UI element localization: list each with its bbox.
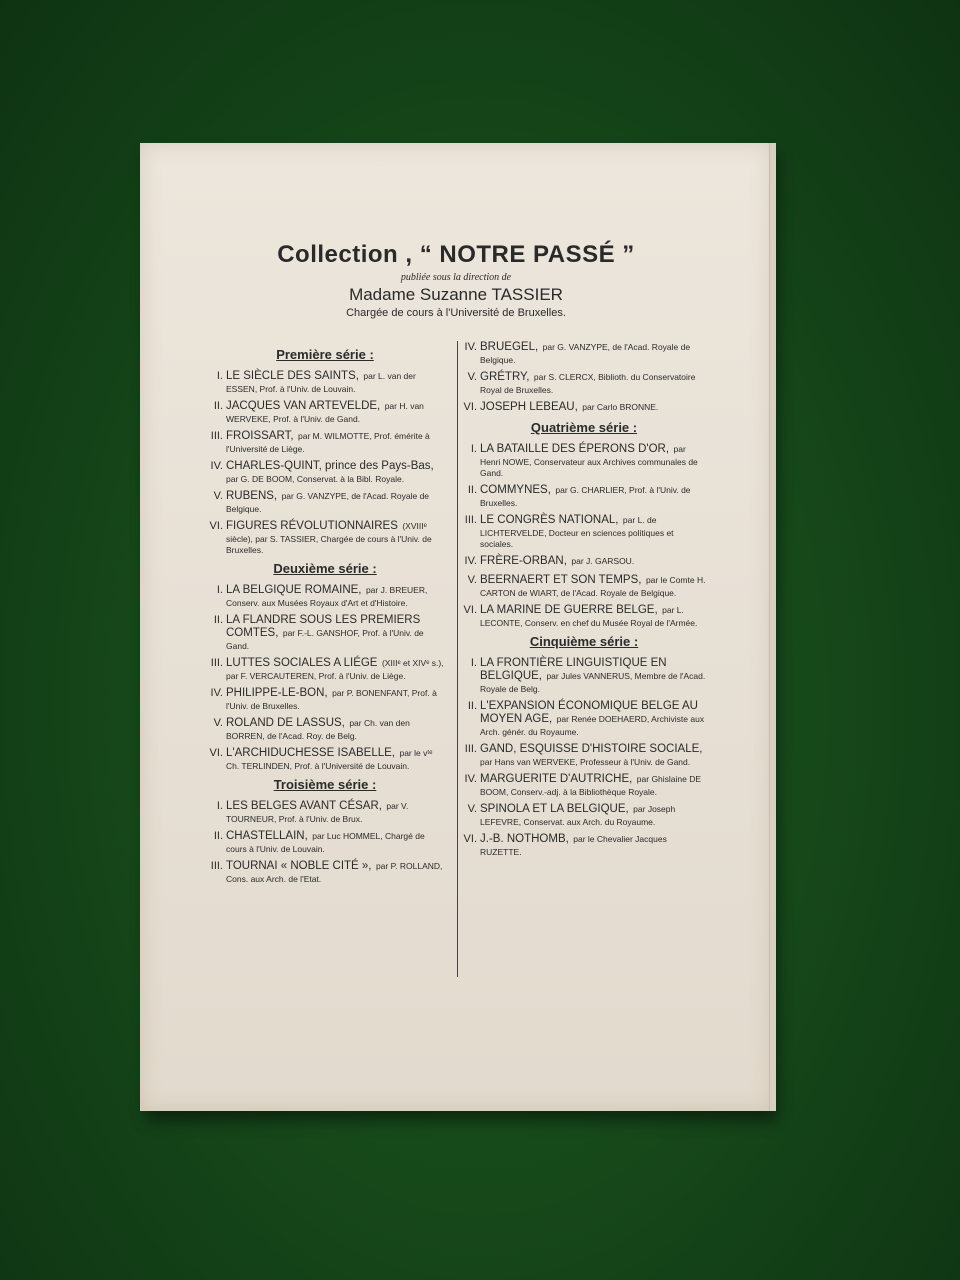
entry-number: I. <box>470 657 477 669</box>
entry-author: par Jules VANNERUS, Membre de l'Acad. Royale de Belg. <box>480 671 706 694</box>
entry-number: VI. <box>463 401 477 413</box>
entry-number: IV. <box>210 687 223 699</box>
entry-author: par H. van WERVEKE, Prof. à l'Univ. de Gand. <box>226 401 424 424</box>
entry-author: (XIIIᵉ et XIVᵉ s.), par F. VERCAUTEREN, Prof. à l'Univ. de Liège. <box>226 658 444 681</box>
entry-number: V. <box>467 803 477 815</box>
entry-number: II. <box>467 700 477 712</box>
entry-title: PHILIPPE-LE-BON, <box>226 687 328 699</box>
series-heading: Première série : <box>276 347 374 362</box>
entry-number: II. <box>213 400 223 412</box>
entry-number: IV. <box>464 341 477 353</box>
entry-title: TOURNAI « NOBLE CITÉ », <box>226 860 372 872</box>
entry-title: SPINOLA ET LA BELGIQUE, <box>480 803 629 815</box>
entry-author: par F.-L. GANSHOF, Prof. à l'Univ. de Gand. <box>226 628 424 651</box>
series-heading: Cinquième série : <box>529 634 639 649</box>
entry-author: par Hans van WERVEKE, Professeur à l'Univ. de Gand. <box>480 757 691 767</box>
entry-number: I. <box>216 800 223 812</box>
entry-title: GRÉTRY, <box>480 371 530 383</box>
list-item <box>206 520 444 555</box>
entry-number: III. <box>464 743 477 755</box>
entry-author: par le Chevalier Jacques RUZETTE. <box>480 834 667 857</box>
entry-number: VI. <box>463 833 477 845</box>
series-heading: Troisième série : <box>273 777 377 792</box>
list-item <box>460 341 708 365</box>
entry-title: CHARLES-QUINT, prince des Pays-Bas, <box>226 460 434 472</box>
entry-title: FIGURES RÉVOLUTIONNAIRES <box>226 520 398 532</box>
entry-title: JOSEPH LEBEAU, <box>480 401 578 413</box>
list-item <box>206 657 444 681</box>
collection-title: Collection , “ NOTRE PASSÉ ” <box>277 241 635 268</box>
list-item <box>206 747 444 771</box>
entry-title: LA BATAILLE DES ÉPERONS D'OR, <box>480 443 670 455</box>
entry-number: VI. <box>463 604 477 616</box>
entry-number: VI. <box>209 520 223 532</box>
entry-number: I. <box>470 443 477 455</box>
entry-title: J.-B. NOTHOMB, <box>480 833 569 845</box>
entry-author: par le vᵗᵉ Ch. TERLINDEN, Prof. à l'Université de Louvain. <box>226 748 433 771</box>
list-item <box>206 614 444 651</box>
entry-author: par M. WILMOTTE, Prof. émérite à l'Université de Liège. <box>226 431 430 454</box>
entry-author: par le Comte H. CARTON de WIART, de l'Acad. Royale de Belgique. <box>480 575 706 598</box>
entry-title: LA FRONTIÈRE LINGUISTIQUE EN BELGIQUE, <box>480 657 667 682</box>
list-item <box>460 484 708 508</box>
list-item <box>206 800 444 824</box>
entry-number: I. <box>216 584 223 596</box>
cover-header <box>140 241 772 319</box>
list-item <box>460 743 708 767</box>
column-divider <box>457 341 458 977</box>
entry-number: II. <box>213 830 223 842</box>
entry-number: I. <box>216 370 223 382</box>
book-cover <box>140 143 772 1111</box>
entry-number: IV. <box>464 773 477 785</box>
entry-author: par Henri NOWE, Conservateur aux Archives communales de Gand. <box>480 444 698 478</box>
entry-number: V. <box>467 371 477 383</box>
entry-title: FRÈRE-ORBAN, <box>480 555 567 567</box>
entry-number: IV. <box>210 460 223 472</box>
entry-title: LA FLANDRE SOUS LES PREMIERS COMTES, <box>226 614 421 639</box>
list-item <box>206 687 444 711</box>
entry-title: L'ARCHIDUCHESSE ISABELLE, <box>226 747 396 759</box>
list-item <box>206 830 444 854</box>
entry-title: CHASTELLAIN, <box>226 830 308 842</box>
list-item <box>206 370 444 394</box>
series-heading: Deuxième série : <box>273 561 377 576</box>
director-role: Chargée de cours à l'Université de Bruxelles. <box>346 307 566 319</box>
entry-title: LE CONGRÈS NATIONAL, <box>480 514 619 526</box>
entry-title: LA MARINE DE GUERRE BELGE, <box>480 604 658 616</box>
list-item <box>460 803 708 827</box>
entry-number: II. <box>467 484 477 496</box>
list-item <box>206 430 444 454</box>
list-item <box>460 555 708 568</box>
entry-author: par S. CLERCX, Biblioth. du Conservatoire Royal de Bruxelles. <box>480 372 696 395</box>
list-item <box>460 700 708 737</box>
entry-author: par P. BONENFANT, Prof. à l'Univ. de Bruxelles. <box>226 688 437 711</box>
list-item <box>206 490 444 514</box>
entry-author: par Carlo BRONNE. <box>582 402 659 412</box>
entry-author: par L. LECONTE, Conserv. en chef du Musée Royal de l'Armée. <box>480 605 698 628</box>
list-item <box>460 574 708 598</box>
entry-title: BEERNAERT ET SON TEMPS, <box>480 574 642 586</box>
entry-author: par P. ROLLAND, Cons. aux Arch. de l'Etat. <box>226 861 443 884</box>
list-item <box>206 717 444 741</box>
entry-number: III. <box>210 860 223 872</box>
right-column <box>460 341 708 863</box>
entry-author: par L. van der ESSEN, Prof. à l'Univ. de Louvain. <box>226 371 416 394</box>
entry-title: LES BELGES AVANT CÉSAR, <box>226 800 382 812</box>
entry-title: RUBENS, <box>226 490 278 502</box>
entry-author: par G. VANZYPE, de l'Acad. Royale de Belgique. <box>480 342 691 365</box>
entry-title: GAND, ESQUISSE D'HISTOIRE SOCIALE, <box>480 743 703 755</box>
entry-author: par Ghislaine DE BOOM, Conserv.-adj. à la Bibliothèque Royale. <box>480 774 702 797</box>
entry-title: COMMYNES, <box>480 484 551 496</box>
list-item <box>206 460 444 484</box>
list-item <box>206 860 444 884</box>
list-item <box>460 401 708 414</box>
entry-number: VI. <box>209 747 223 759</box>
entry-number: IV. <box>464 555 477 567</box>
series-heading: Quatrième série : <box>530 420 638 435</box>
list-item <box>460 833 708 857</box>
entry-author: par V. TOURNEUR, Prof. à l'Univ. de Brux. <box>226 801 409 824</box>
list-item <box>460 371 708 395</box>
list-item <box>206 584 444 608</box>
entry-number: III. <box>210 430 223 442</box>
entry-title: LE SIÈCLE DES SAINTS, <box>226 370 359 382</box>
entry-title: FROISSART, <box>226 430 294 442</box>
list-item <box>460 657 708 694</box>
entry-author: par Renée DOEHAERD, Archiviste aux Arch. génér. du Royaume. <box>480 714 705 737</box>
entry-author: par Luc HOMMEL, Chargé de cours à l'Univ. de Louvain. <box>226 831 425 854</box>
entry-title: L'EXPANSION ÉCONOMIQUE BELGE AU MOYEN AGE, <box>480 700 698 725</box>
entry-author: par J. GARSOU. <box>571 556 635 566</box>
left-column <box>206 341 444 890</box>
entry-author: par G. CHARLIER, Prof. à l'Univ. de Bruxelles. <box>480 485 691 508</box>
list-item <box>460 773 708 797</box>
list-item <box>460 443 708 478</box>
entry-author: par G. DE BOOM, Conservat. à la Bibl. Royale. <box>226 474 405 484</box>
list-item <box>460 514 708 549</box>
entry-title: BRUEGEL, <box>480 341 539 353</box>
entry-author: par G. VANZYPE, de l'Acad. Royale de Belgique. <box>226 491 430 514</box>
entry-author: par Ch. van den BORREN, de l'Acad. Roy. de Belg. <box>226 718 410 741</box>
entry-author: par L. de LICHTERVELDE, Docteur en sciences politiques et sociales. <box>480 515 674 549</box>
entry-title: JACQUES VAN ARTEVELDE, <box>226 400 381 412</box>
entry-title: LA BELGIQUE ROMAINE, <box>226 584 362 596</box>
entry-title: ROLAND DE LASSUS, <box>226 717 345 729</box>
entry-title: LUTTES SOCIALES A LIÉGE <box>226 657 378 669</box>
entry-number: V. <box>213 717 223 729</box>
entry-number: II. <box>213 614 223 626</box>
list-item <box>460 604 708 628</box>
entry-number: III. <box>210 657 223 669</box>
entry-title: MARGUERITE D'AUTRICHE, <box>480 773 633 785</box>
entry-number: V. <box>213 490 223 502</box>
entry-author: par J. BREUER, Conserv. aux Musées Royaux d'Art et d'Histoire. <box>226 585 428 608</box>
list-item <box>206 400 444 424</box>
entry-number: III. <box>464 514 477 526</box>
entry-author: (XVIIIᵉ siècle), par S. TASSIER, Chargée de cours à l'Univ. de Bruxelles. <box>226 521 432 555</box>
director-name: Madame Suzanne TASSIER <box>349 285 563 304</box>
collection-subtitle: publiée sous la direction de <box>400 272 512 283</box>
entry-number: V. <box>467 574 477 586</box>
entry-author: par Joseph LEFEVRE, Conservat. aux Arch. du Royaume. <box>480 804 676 827</box>
